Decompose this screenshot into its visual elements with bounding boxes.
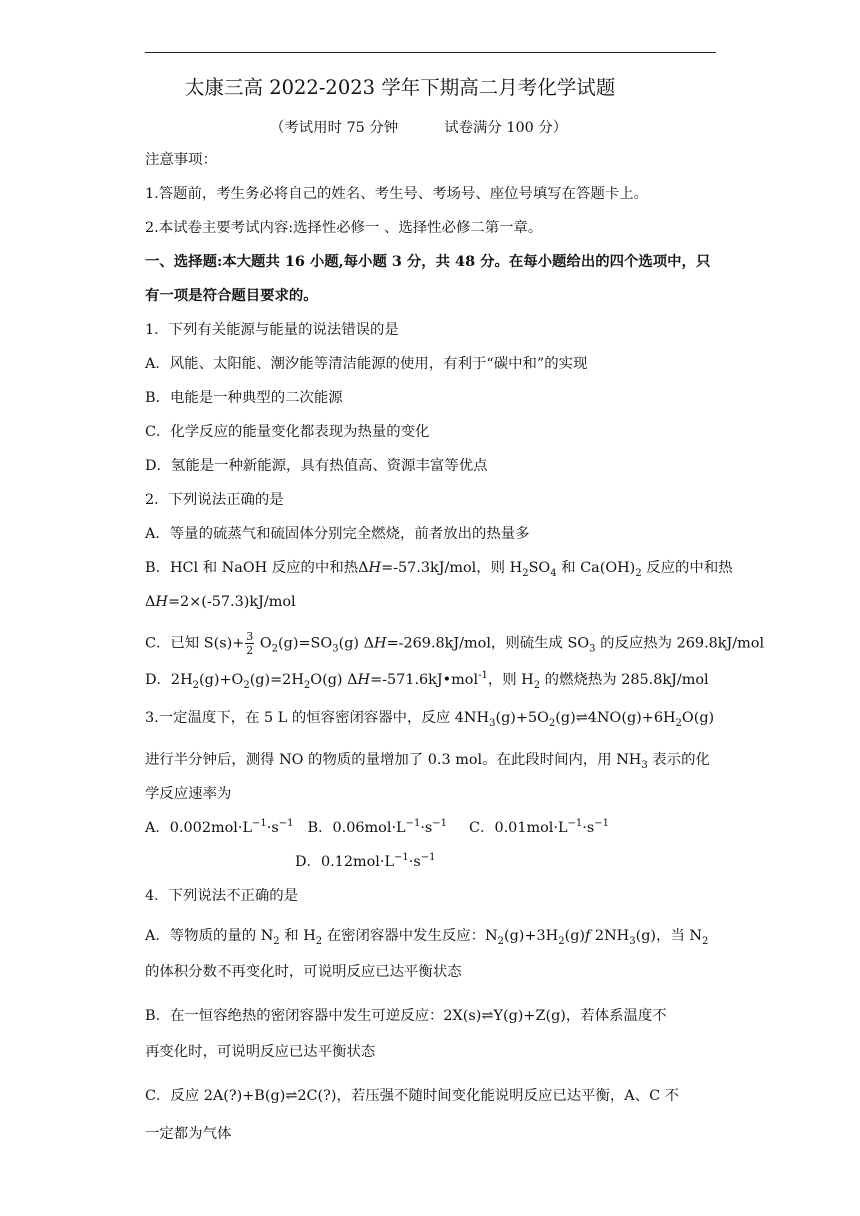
exam-subtitle [270,118,567,138]
q3-option-a: A．$0.002mol\cdot L^{-1}\cdot s^{-1}$ [145,818,294,836]
fraction-three-halves: $\frac{3}{2}$ [246,630,254,657]
notes-item-1: 1.答题前，考生务必将自己的姓名、考生号、考场号、座位号填写在答题卡上。 [145,186,649,202]
q3-option-b: B．$0.06mol\cdot L^{-1}\cdot s^{-1}$ [307,818,448,836]
q3-option-c: C．$0.01mol\cdot L^{-1}\cdot s^{-1}$ [469,818,610,836]
q3-options-row1 [145,818,609,838]
q1-stem: 1．下列有关能源与能量的说法错误的是 [145,322,399,338]
q4-stem: 4．下列说法不正确的是 [145,888,299,904]
q4-option-a-cont: 的体积分数不再变化时，可说明反应已达平衡状态 [145,964,462,980]
q2-option-a: A．等量的硫蒸气和硫固体分别完全燃烧，前者放出的热量多 [145,526,530,542]
q3-stem-line3: 学反应速率为 [145,786,232,802]
q1-option-a: A．风能、太阳能、潮汐能等清洁能源的使用，有利于“碳中和”的实现 [145,356,588,372]
q2-stem: 2．下列说法正确的是 [145,492,284,508]
q2-option-d: D．$2H_2(g)+O_2(g)=2H_2O(g)$ ΔH=-571.6kJ•mol$^{-1}$，则 $H_2$ 的燃烧热为 285.8kJ/mol [145,670,709,691]
section1-heading-line2: 有一项是符合题目要求的。 [145,287,318,304]
section1-heading-line1: 一、选择题:本大题共 16 小题,每小题 3 分，共 48 分。在每小题给出的四个选项中，只 [145,253,711,270]
notes-heading: 注意事项： [145,152,217,168]
q4-option-c: C．反应 2A(?)+B(g)⇌2C(?)，若压强不随时间变化能说明反应已达平衡，A、C 不 [145,1088,680,1104]
q2-option-c: C．已知 S(s)+ $\frac{3}{2}$ $O_2(g)=SO_3(g)$ ΔH=-269.8kJ/mol，则硫生成 $SO_3$ 的反应热为 269.8kJ/mol [145,630,765,657]
q1-option-c: C．化学反应的能量变化都表现为热量的变化 [145,424,430,440]
q3-stem: 3.一定温度下，在 5 L 的恒容密闭容器中，反应 $4NH_3(g)+5O_2(g)\rightleftharpoons 4NO(g)+6H_2O(g)$ [145,710,715,729]
q1-option-b: B．电能是一种典型的二次能源 [145,390,343,406]
q2-option-b-cont: ΔH=2×(-57.3)kJ/mol [145,594,296,610]
q4-option-b: B．在一恒容绝热的密闭容器中发生可逆反应：2X(s)⇌Y(g)+Z(g)，若体系温度不 [145,1008,667,1024]
q1-option-d: D．氢能是一种新能源，具有热值高、资源丰富等优点 [145,458,488,474]
q4-option-a: A．等物质的量的 $N_2$ 和 $H_2$ 在密闭容器中发生反应：$N_2(g)+3H_2(g)f$ $2NH_3(g)$，当 $N_2$ [145,928,709,947]
header-rule [145,52,716,53]
q3-option-d: D．$0.12mol\cdot L^{-1}\cdot s^{-1}$ [295,852,436,870]
q4-option-b-cont: 再变化时，可说明反应已达平衡状态 [145,1044,376,1060]
exam-title: 太康三高 2022-2023 学年下期高二月考化学试题 [185,76,616,99]
exam-full-score: 试卷满分 100 分） [444,120,568,136]
notes-item-2: 2.本试卷主要考试内容:选择性必修一 、选择性必修二第一章。 [145,220,543,236]
q2-option-b: B．HCl 和 NaOH 反应的中和热ΔH=-57.3kJ/mol，则 $H_2SO_4$ 和 $Ca(OH)_2$ 反应的中和热 [145,560,733,579]
exam-duration: （考试用时 75 分钟 [270,120,399,136]
q4-option-c-cont: 一定都为气体 [145,1126,232,1142]
q3-stem-line2: 进行半分钟后，测得 NO 的物质的量增加了 0.3 mol。在此段时间内，用 $NH_3$ 表示的化 [145,752,710,771]
